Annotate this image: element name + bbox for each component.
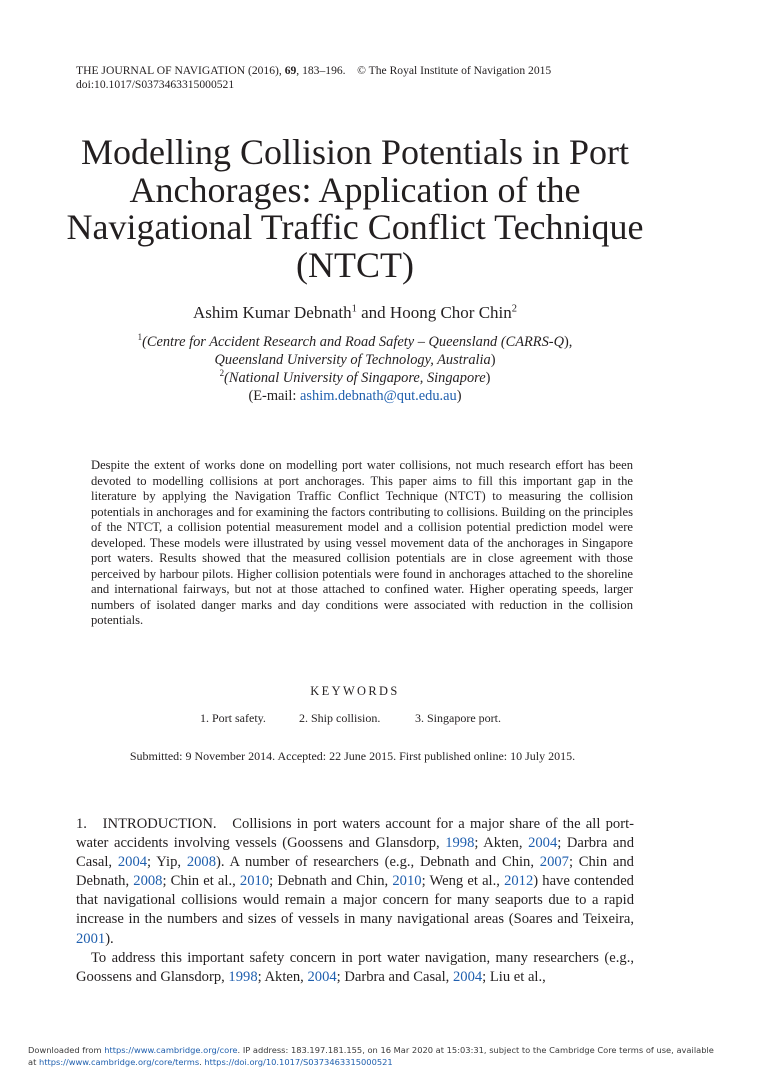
author-2: Hoong Chor Chin [389,303,512,322]
citation-link[interactable]: 2004 [117,854,148,871]
intro-text: ; Akten, [474,835,529,852]
citation-link[interactable]: 1998 [228,968,258,985]
paper-title: Modelling Collision Potentials in Port Anchorages: Application of the Navigational Traffic Conflict Technique (NTCT) [66,132,644,285]
journal-name: THE JOURNAL OF NAVIGATION (2016), [76,64,285,77]
download-footer [28,1044,758,1068]
citation-link[interactable]: 1998 [445,835,475,852]
intro-text: Collisions in port waters account for a major share of the all port-water accidents involving vessels (Goossens and Glansdorp, [76,816,634,852]
pages: , 183–196. [296,64,346,77]
submission-dates: Submitted: 9 November 2014. Accepted: 22 June 2015. First published online: 10 July 2015. [129,749,576,763]
affiliation-1-end: ), [563,334,573,350]
intro-paragraph-1 [76,815,634,949]
footer-ip-text: . IP address: 183.197.181.155, on 16 Mar 2020 at 15:03:31, subject to the Cambridge Core terms of use, available [237,1045,714,1055]
copyright: © The Royal Institute of Navigation 2015 [357,64,552,77]
citation-link[interactable]: 2008 [133,873,163,890]
author-2-marker: 2 [511,303,518,315]
citation-link[interactable]: 2004 [307,968,337,985]
citation-link[interactable]: 2008 [186,854,216,871]
affiliation-1-cont [40,351,670,369]
volume-number: 69 [284,64,297,77]
affiliation-2-marker: 2 [219,368,225,379]
affiliation-1-university: Queensland University of Technology, Australia [214,352,491,368]
email-link[interactable]: ashim.debnath@qut.edu.au [300,388,457,404]
intro-text: ; Liu et al., [482,968,546,985]
intro-paragraph-2 [76,949,634,987]
citation-link[interactable]: 2004 [528,835,558,852]
intro-text: ; Yip, [147,854,187,871]
citation-line [76,64,551,78]
intro-text: ). [105,930,114,947]
citation-link[interactable]: 2010 [239,873,270,890]
footer-separator: . [199,1057,205,1067]
footer-text: at [28,1057,39,1067]
email-prefix: (E-mail: [248,388,301,404]
affiliation-2-text: (National University of Singapore, Singapore [224,370,486,386]
author-1-marker: 1 [351,303,357,315]
abstract: Despite the extent of works done on modelling port water collisions, not much research effort has been devoted to modelling collisions at port anchorages. This paper aims to fill this important gap in the literature by applying the Navigation Traffic Conflict Technique (NTCT) to measuring the collision potentials in anchorages and for examining the factors contributing to collisions. Building on the principles of the NTCT, a collision potential measurement model and a collision potential prediction model were developed. These models were illustrated by using vessel movement data of the anchorages in Singapore port waters. Results showed that the measured collision potentials are in close agreement with those perceived by harbour pilots. Higher collision potentials were found in anchorages attached to the shoreline and international fairways, but not at those attached to confined water. Higher operating speeds, larger numbers of isolated danger marks and day conditions were associated with reduction in the collision potentials. [91,458,633,628]
affiliation-2-end: ) [485,370,491,386]
section-heading: 1. INTRODUCTION. [76,816,217,832]
footer-line-2 [28,1056,758,1068]
email-line [40,387,670,405]
authors [40,303,670,323]
affiliation-1-abbrev: CARRS-Q [505,334,564,350]
affiliation-2 [40,369,670,387]
intro-text: ; Akten, [257,968,308,985]
affiliation-1-text: (Centre for Accident Research and Road Safety – Queensland ( [142,334,506,350]
intro-text: ; Chin and Debnath, [76,854,634,890]
citation-link[interactable]: 2001 [76,930,106,947]
affiliation-1-marker: 1 [137,332,143,343]
author-1: Ashim Kumar Debnath [192,303,352,322]
affiliation-1 [40,333,670,351]
doi: doi:10.1017/S0373463315000521 [76,78,235,91]
footer-text: Downloaded from [28,1045,105,1055]
terms-link[interactable]: https://www.cambridge.org/core/terms [38,1057,200,1067]
citation-link[interactable]: 2012 [504,873,534,890]
citation-link[interactable]: 2004 [452,968,483,985]
keywords-heading: KEYWORDS [310,684,400,698]
footer-line-1 [28,1044,758,1056]
intro-text: ). A number of researchers (e.g., Debnath and Chin, [216,854,540,871]
email-suffix: ) [456,388,462,404]
citation-link[interactable]: 2007 [539,854,569,871]
author-conjunction: and [356,303,390,322]
doi-link[interactable]: https://doi.org/10.1017/S0373463315000521 [204,1057,393,1067]
affiliations [40,333,670,405]
keyword-1: 1. Port safety. [200,711,266,725]
intro-text: ; Darbra and Casal, [76,835,634,871]
journal-header [76,64,551,92]
intro-text: ; Weng et al., [421,873,505,890]
core-link[interactable]: https://www.cambridge.org/core [104,1045,238,1055]
intro-text: ; Chin et al., [162,873,240,890]
introduction-section [76,815,634,987]
keyword-2: 2. Ship collision. [299,711,381,725]
keyword-3: 3. Singapore port. [415,711,501,725]
intro-text: To address this important safety concern in port water navigation, many researchers (e.g., Goossens and Glansdorp, [76,949,634,985]
intro-text: ) have contended that navigational collisions would remain a major concern for many seaports due to a rapid increase in the numbers and sizes of vessels in many navigational areas (Soares and Teixeira, [76,873,634,928]
citation-link[interactable]: 2010 [392,873,422,890]
intro-text: ; Darbra and Casal, [336,968,453,985]
intro-text: ; Debnath and Chin, [269,873,393,890]
affiliation-1-cont-end: ) [490,352,496,368]
